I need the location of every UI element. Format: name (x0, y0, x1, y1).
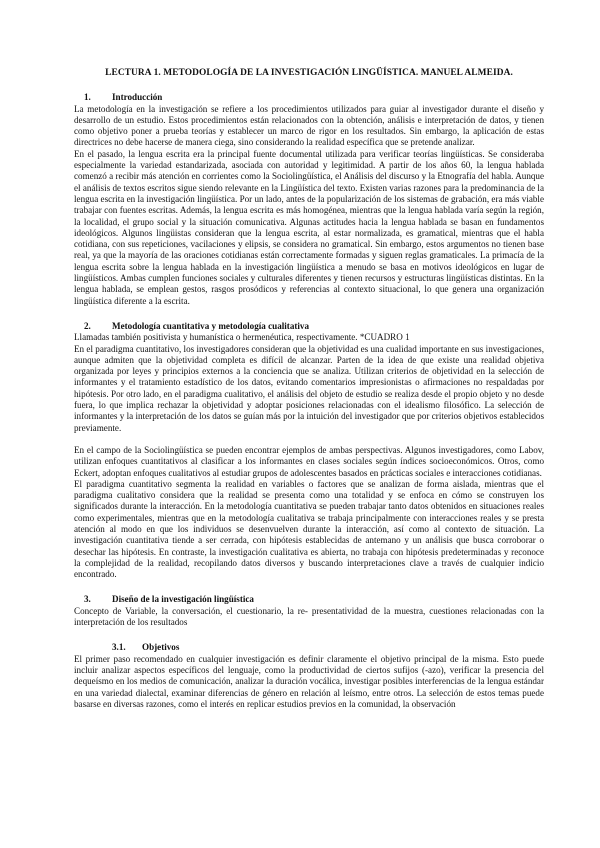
section-heading-diseno (74, 594, 544, 605)
paragraph: Llamadas también positivista y humanística o hermenéutica, respectivamente. *CUADRO 1 (74, 332, 410, 343)
paragraph: El paradigma cuantitativo segmenta la realidad en variables o factores que se analizan de forma aislada, mientras que el paradigma cualitativo considera que la realidad se presenta como una totalidad y se enfoca en cómo se construyen los significados durante la interacción. En la metodología cuantitativa se pueden trabajar tanto datos obtenidos en situaciones reales como experimentales, mientras que en la metodología cualitativa se trabaja principalmente con interacciones reales y se presta atención al modo en que los individuos se desenvuelven durante la interacción, así como al contexto de situación. La investigación cuantitativa tiende a ser cerrada, con hipótesis establecidas de antemano y un análisis que busca corroborar o desechar las hipótesis. En contraste, la investigación cualitativa es abierta, no trabaja con hipótesis predeterminadas y reconoce la complejidad de la realidad, recopilando datos diversos y buscando interpretaciones clave a través de cualquier indicio encontrado. (74, 478, 544, 580)
document-title: LECTURA 1. METODOLOGÍA DE LA INVESTIGACIÓN LINGÜÍSTICA. MANUEL ALMEIDA. (105, 68, 513, 78)
subsection-heading-objetivos (74, 642, 544, 653)
section-number: 3.1. (112, 642, 126, 653)
paragraph: En el campo de la Sociolingüística se pueden encontrar ejemplos de ambas perspectivas. Algunos investigadores, como Labov, utilizan enfoques cuantitativos al clasificar a los informantes en clases sociales según índices socioeconómicos. Otros, como Eckert, adoptan enfoques cualitativos al estudiar grupos de adolescentes basados en prácticas sociales e interacciones cotidianas. (74, 444, 544, 478)
paragraph: Concepto de Variable, la conversación, el cuestionario, la re- presentatividad de la muestra, cuestiones relacionadas con la interpretación de los resultados (74, 605, 544, 628)
paragraph: En el paradigma cuantitativo, los investigadores consideran que la objetividad es una cualidad importante en sus investigaciones, aunque admiten que la objetividad completa es difícil de alcanzar. Parten de la idea de que existe una realidad objetiva organizada por leyes y principios externos a la conciencia que se analiza. Utilizan criterios de objetividad en la selección de informantes y el tratamiento estadístico de los datos, evitando comentarios impresionistas o afirmaciones no respaldadas por hipótesis. Por otro lado, en el paradigma cualitativo, el análisis del objeto de estudio se realiza desde el propio objeto y no desde fuera, lo que implica rechazar la objetividad y adoptar posiciones relacionadas con el idealismo filosófico. La selección de informantes y la interpretación de los datos se guían más por la intuición del investigador que por criterios objetivos establecidos previamente. (74, 343, 544, 433)
section-number: 2. (84, 320, 91, 331)
section-heading-metodologia (74, 321, 544, 332)
section-number: 1. (84, 92, 91, 103)
section-title: Introducción (112, 92, 163, 103)
section-title: Diseño de la investigación lingüística (112, 594, 254, 605)
paragraph: El primer paso recomendado en cualquier investigación es definir claramente el objetivo principal de la misma. Esto puede incluir analizar aspectos específicos del lenguaje, como la productividad de ciertos sufijos (-azo), verificar la presencia del dequeísmo en los medios de comunicación, analizar la duración vocálica, investigar posibles interferencias de la lengua estándar en una variedad dialectal, examinar diferencias de género en relación al leísmo, entre otros. La selección de estos temas puede basarse en diversas razones, como el interés en replicar estudios previos en la comunidad, la observación (74, 653, 544, 709)
section-title: Objetivos (142, 642, 180, 653)
spacer (74, 307, 544, 321)
spacer (74, 628, 544, 642)
spacer (74, 580, 544, 594)
section-number: 3. (84, 594, 91, 605)
paragraph: La metodología en la investigación se refiere a los procedimientos utilizados para guiar al investigador durante el diseño y desarrollo de un estudio. Estos procedimientos están relacionados con la obtención, análisis e interpretación de datos, y tienen como objetivo poner a prueba teorías y establecer un marco de rigor en los resultados. Sin embargo, la aplicación de estas directrices no debe hacerse de manera ciega, sino considerando la realidad específica que se pretende analizar. (74, 103, 544, 148)
paragraph: En el pasado, la lengua escrita era la principal fuente documental utilizada para verificar teorías lingüísticas. Se consideraba especialmente la variedad estandarizada, asociada con autoridad y legitimidad. A partir de los años 60, la lengua hablada comenzó a recibir más atención en corrientes como la Sociolingüística, el Análisis del discurso y la Etnografía del habla. Aunque el análisis de textos escritos sigue siendo relevante en la Lingüística del texto. Existen varias razones para la predominancia de la lengua escrita en la investigación lingüística. Por un lado, antes de la popularización de los sistemas de grabación, era más viable trabajar con fuentes escritas. Además, la lengua escrita es más homogénea, mientras que la lengua hablada varía según la región, la localidad, el grupo social y la situación comunicativa. Algunas actitudes hacia la lengua hablada se basan en fundamentos ideológicos. Algunos lingüistas consideran que la lengua escrita, al estar normalizada, es gramatical, mientras que el habla cotidiana, con sus repeticiones, vacilaciones y elipsis, se considera no gramatical. Sin embargo, estos argumentos no tienen base real, ya que la mayoría de las oraciones cotidianas están correctamente formadas y siguen reglas gramaticales. La primacía de la lengua escrita sobre la lengua hablada en la investigación lingüística a menudo se basa en motivos ideológicos en lugar de lingüísticos. Ambas cumplen funciones sociales y culturales diferentes y tienen recursos y estructuras lingüísticas distintas. En la lengua hablada, se emplean gestos, rasgos prosódicos y referencias al contexto situacional, lo que genera una organización lingüística diferente a la escrita. (74, 148, 544, 306)
section-heading-introduccion (74, 92, 544, 103)
spacer (74, 434, 544, 445)
section-title: Metodología cuantitativa y metodología cualitativa (112, 320, 310, 331)
